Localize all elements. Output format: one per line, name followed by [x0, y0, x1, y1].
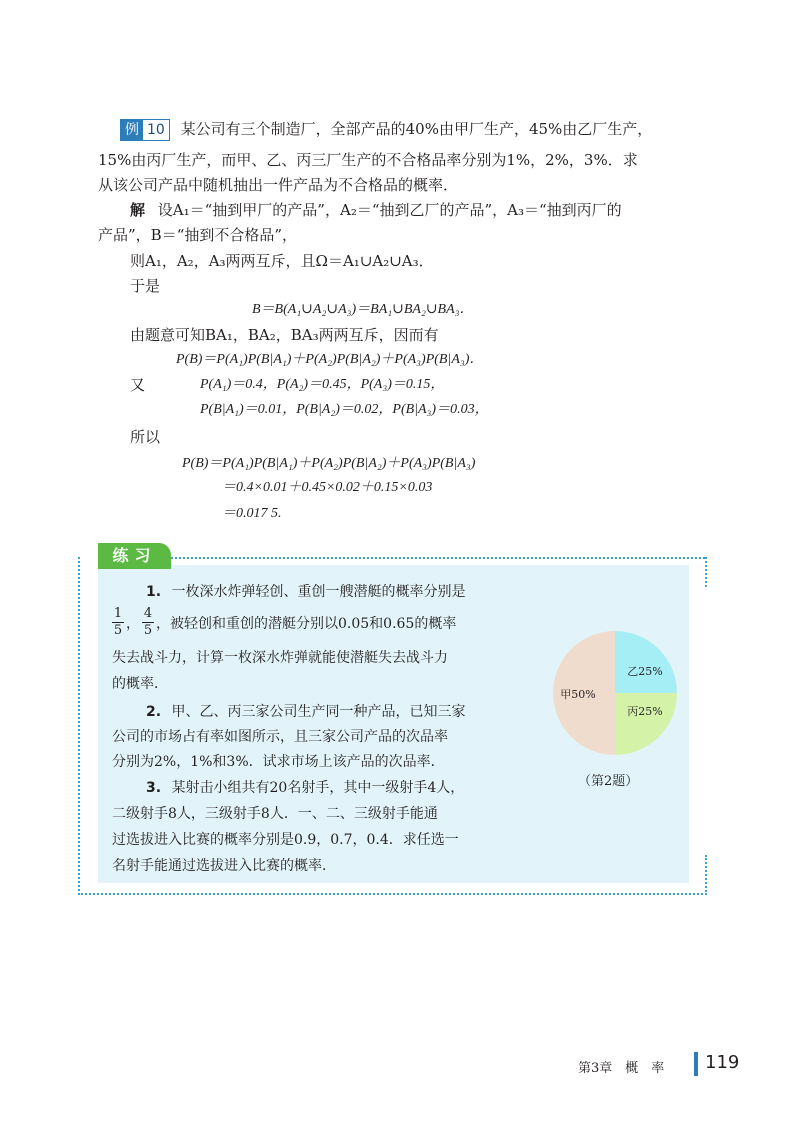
q2-line-1 — [146, 702, 466, 722]
q1-fraction-1-numerator: 1 — [113, 606, 123, 621]
q1-text-1: 一枚深水炸弹轻创、重创一艘潜艇的概率分别是 — [171, 584, 466, 600]
pie-label-1: 丙25% — [627, 705, 663, 718]
footer-divider — [694, 1052, 698, 1076]
solution-line-4: 于是 — [130, 277, 161, 295]
solution-line-6: 由题意可知BA₁，BA₂，BA₃两两互斥，因而有 — [130, 326, 439, 344]
q1-line-1 — [146, 582, 466, 602]
q1-fraction-1-denominator: 5 — [113, 623, 123, 638]
q3-line-2: 二级射手8人，三级射手8人．一、二、三级射手能通 — [112, 806, 438, 822]
q3-line-3: 过选拔进入比赛的概率分别是0.9，0.7，0.4．求任选一 — [112, 832, 459, 848]
solution-line-12: ＝0.4×0.01＋0.45×0.02＋0.15×0.03 — [222, 480, 433, 495]
q3-text-1: 某射击小组共有20名射手，其中一级射手4人， — [171, 780, 465, 796]
q3-number: 3. — [146, 780, 162, 796]
q1-line-2: ，被轻创和重创的潜艇分别以0.05和0.65的概率 — [156, 616, 457, 632]
q1-fraction-2-denominator: 5 — [143, 623, 153, 638]
pie-label-0: 乙25% — [627, 665, 663, 678]
exercise-frame-right-bottom — [705, 855, 707, 895]
solution-line-13: ＝0.017 5. — [222, 506, 282, 521]
exercise-title: 练习 — [98, 543, 171, 569]
example-tag-word: 例 — [121, 120, 143, 140]
q1-comma: ， — [126, 616, 140, 632]
pie-chart — [550, 628, 680, 758]
exercise-frame-bottom — [78, 893, 707, 895]
solution-line-8: P(A₁)＝0.4，P(A₂)＝0.45，P(A₃)＝0.15， — [200, 377, 445, 392]
solution-line-11: P(B)＝P(A₁)P(B|A₁)＋P(A₂)P(B|A₂)＋P(A₃)P(B|A₃) — [182, 456, 476, 471]
q3-line-4: 名射手能通过选拔进入比赛的概率． — [112, 858, 336, 874]
example-tag-number: 10 — [147, 122, 165, 138]
q1-fraction-1 — [112, 607, 124, 638]
example-line-1 — [120, 119, 652, 141]
q2-number: 2. — [146, 704, 162, 720]
example-tag — [120, 119, 170, 141]
solution-line-10: 所以 — [130, 428, 161, 446]
page-number: 119 — [705, 1052, 740, 1073]
q2-line-2: 公司的市场占有率如图所示，且三家公司产品的次品率 — [112, 729, 448, 745]
q2-line-3: 分别为2%，1%和3%．试求市场上该产品的次品率． — [112, 754, 445, 770]
example-text-1: 某公司有三个制造厂，全部产品的40%由甲厂生产，45%由乙厂生产， — [180, 120, 653, 138]
solution-line-9: P(B|A₁)＝0.01，P(B|A₂)＝0.02，P(B|A₃)＝0.03， — [200, 402, 489, 417]
q1-fraction-2-numerator: 4 — [143, 606, 153, 621]
q1-line-4: 的概率． — [112, 676, 168, 692]
solution-line-3: 则A₁，A₂，A₃两两互斥，且Ω＝A₁∪A₂∪A₃． — [130, 252, 434, 270]
solution-line-1 — [130, 200, 622, 220]
pie-label-2: 甲50% — [560, 688, 596, 701]
solution-text-1: 设A₁＝“抽到甲厂的产品”，A₂＝“抽到乙厂的产品”，A₃＝“抽到丙厂的 — [157, 201, 622, 219]
example-line-3: 从该公司产品中随机抽出一件产品为不合格品的概率． — [98, 176, 459, 194]
solution-line-5: B＝B(A₁∪A₂∪A₃)＝BA₁∪BA₂∪BA₃． — [252, 302, 474, 317]
q1-fraction-2 — [142, 607, 154, 638]
pie-slice-1 — [615, 693, 677, 755]
q3-line-1 — [146, 778, 464, 798]
q2-text-1: 甲、乙、丙三家公司生产同一种产品，已知三家 — [171, 704, 466, 720]
solution-label: 解 — [130, 201, 146, 219]
pie-slice-0 — [615, 631, 677, 693]
exercise-frame-top — [98, 557, 705, 559]
exercise-frame-left — [78, 557, 80, 895]
footer-chapter: 第3章 概 率 — [578, 1061, 665, 1076]
q1-number: 1. — [146, 584, 162, 600]
example-line-2: 15%由丙厂生产，而甲、乙、丙三厂生产的不合格品率分别为1%，2%，3%．求 — [98, 151, 638, 169]
q1-line-3: 失去战斗力，计算一枚深水炸弹就能使潜艇失去战斗力 — [112, 650, 448, 666]
solution-line-7: P(B)＝P(A₁)P(B|A₁)＋P(A₂)P(B|A₂)＋P(A₃)P(B|A₃)． — [176, 352, 484, 367]
exercise-frame-right-top — [705, 557, 707, 587]
pie-caption: （第2题） — [578, 774, 639, 789]
solution-line-8-prefix: 又 — [130, 376, 146, 394]
solution-line-2: 产品”，B＝“抽到不合格品”， — [98, 226, 298, 244]
